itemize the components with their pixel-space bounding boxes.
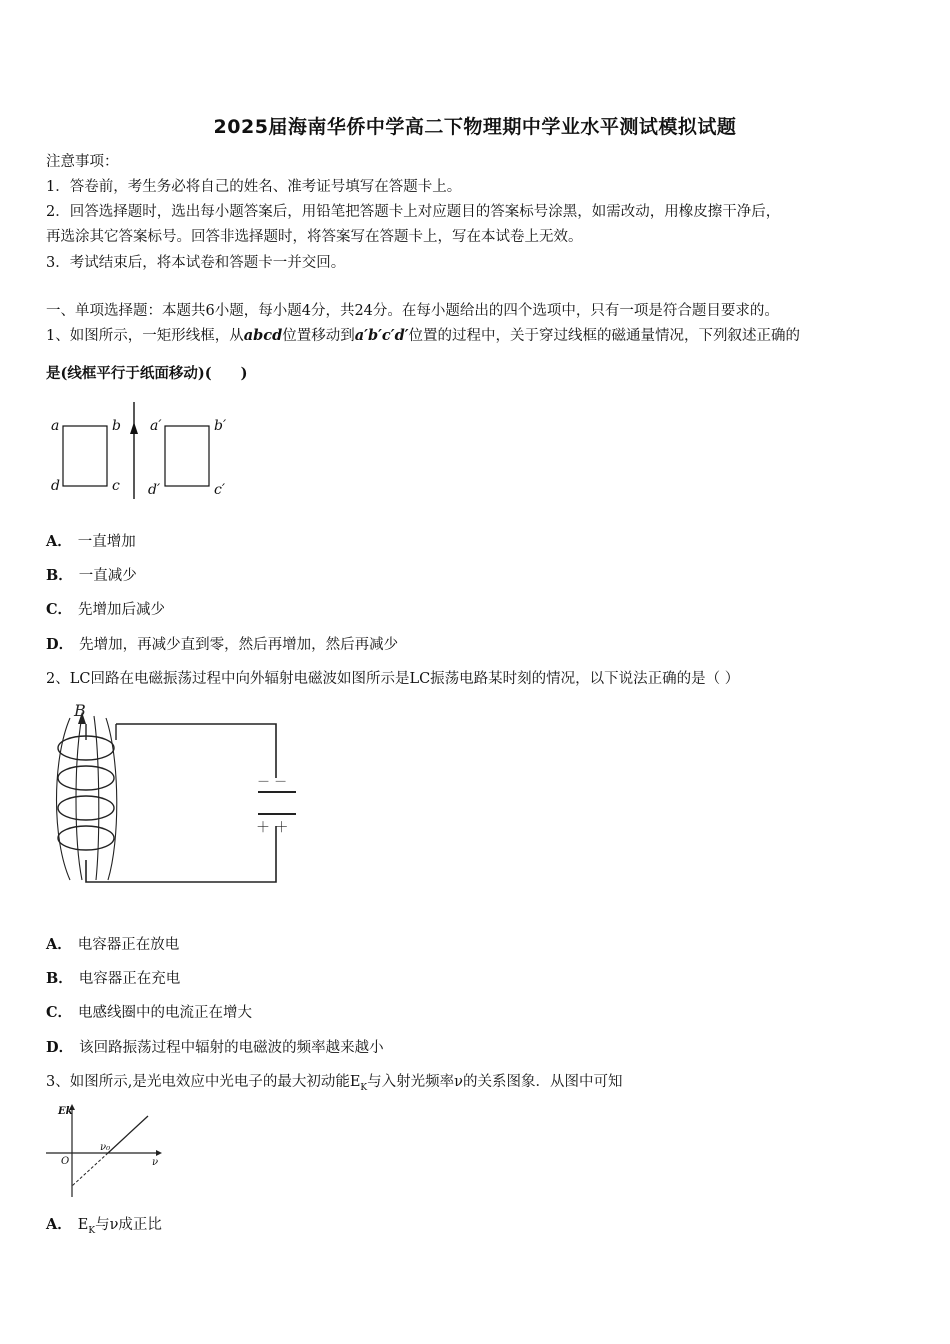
q1-option-c-letter: C．	[46, 601, 73, 618]
q2-top-plate-charge: － －	[257, 775, 288, 790]
q2-option-d-text: 该回路振荡过程中辐射的电磁波的频率越来越小	[79, 1040, 384, 1056]
q3-origin-label: O	[61, 1156, 70, 1167]
q1-label-c: c	[112, 478, 120, 494]
q2-option-b-letter: B．	[46, 970, 73, 987]
q3-stem-sub: K	[360, 1082, 368, 1093]
notice-heading: 注意事项：	[46, 154, 119, 170]
q3-option-a-text-suffix: 与ν成正比	[95, 1217, 162, 1233]
q1-label-c-prime: c′	[214, 482, 226, 498]
notice-item-2-cont: 再选涂其它答案标号。回答非选择题时，将答案写在答题卡上，写在本试卷上无效。	[46, 229, 583, 245]
q1-option-b-letter: B．	[46, 567, 73, 584]
q1-label-a-prime: a′	[150, 418, 162, 434]
q3-option-a-text-sub: K	[88, 1225, 96, 1236]
q1-option-c-text: 先增加后减少	[78, 602, 166, 618]
page-title: 2025届海南华侨中学高二下物理期中学业水平测试模拟试题	[213, 116, 737, 138]
q1-stem-suffix: 位置的过程中，关于穿过线框的磁通量情况，下列叙述正确的	[408, 328, 801, 344]
q1-label-d-prime: d′	[148, 482, 161, 498]
q3-figure	[44, 1102, 174, 1202]
q1-stem	[46, 326, 800, 346]
q3-x-axis-arrow-icon	[156, 1150, 162, 1156]
notice-item-2: 2．回答选择题时，选出每小题答案后，用铅笔把答题卡上对应题目的答案标号涂黑，如需改动，用橡皮擦干净后，	[46, 204, 781, 220]
q1-stem-line2: 是(线框平行于纸面移动)( )	[46, 365, 248, 382]
q2-option-b-text: 电容器正在充电	[78, 971, 181, 987]
q3-option-a[interactable]	[46, 1215, 162, 1241]
q2-coil	[58, 736, 114, 850]
q3-stem-suffix: 与入射光频率ν的关系图象．从图中可知	[367, 1074, 623, 1090]
q1-option-a[interactable]	[46, 532, 136, 552]
q2-option-a[interactable]	[46, 935, 179, 955]
q2-stem: 2、LC回路在电磁振荡过程中向外辐射电磁波如图所示是LC振荡电路某时刻的情况，以下说法正确的是（ ）	[46, 671, 740, 687]
q3-ek-extension	[72, 1153, 108, 1186]
q1-stem-mid: 位置移动到	[282, 328, 355, 344]
q1-option-d-letter: D．	[46, 636, 74, 653]
q1-frame-abcd	[63, 426, 107, 486]
q1-option-a-letter: A．	[46, 533, 72, 550]
q1-option-a-text: 一直增加	[77, 534, 136, 550]
notice-item-1: 1．答卷前，考生务必将自己的姓名、准考证号填写在答题卡上。	[46, 179, 462, 195]
q2-option-b[interactable]	[46, 969, 180, 989]
q3-stem	[46, 1072, 622, 1098]
q1-figure	[46, 396, 246, 506]
q1-option-c[interactable]	[46, 600, 165, 620]
q3-y-label: Ek	[58, 1106, 73, 1117]
q1-label-d: d	[51, 478, 60, 494]
q1-stem-abcd: abcd	[243, 327, 283, 344]
q3-option-a-text-prefix: E	[77, 1217, 89, 1233]
section-heading: 一、单项选择题：本题共6小题，每小题4分，共24分。在每小题给出的四个选项中，只有一项是符合题目要求的。	[46, 303, 779, 319]
q2-option-a-text: 电容器正在放电	[77, 937, 180, 953]
q1-current-arrow-icon	[130, 422, 138, 434]
q1-label-a: a	[51, 418, 60, 434]
q1-option-b-text: 一直减少	[78, 568, 137, 584]
q2-option-c-text: 电感线圈中的电流正在增大	[78, 1005, 253, 1021]
q1-stem-primed: a′b′c′d′	[354, 327, 409, 344]
q2-bottom-plate-charge: ＋ ＋	[256, 820, 289, 836]
q2-option-d[interactable]	[46, 1038, 384, 1058]
notice-item-3: 3．考试结束后，将本试卷和答题卡一并交回。	[46, 255, 346, 271]
q1-frame-primed	[165, 426, 209, 486]
q1-option-d[interactable]	[46, 635, 398, 655]
q1-label-b: b	[112, 418, 121, 434]
q1-option-d-text: 先增加，再减少直到零，然后再增加，然后再减少	[79, 637, 399, 653]
q1-stem-prefix: 1、如图所示，一矩形线框，从	[46, 328, 244, 344]
q2-figure	[44, 700, 304, 890]
q3-ek-line	[108, 1116, 148, 1153]
q1-label-b-prime: b′	[214, 418, 227, 434]
q3-option-a-letter: A．	[46, 1216, 72, 1233]
q3-cutoff-label: ν₀	[100, 1142, 111, 1153]
q1-option-b[interactable]	[46, 566, 137, 586]
q2-option-c[interactable]	[46, 1003, 252, 1023]
q2-option-d-letter: D．	[46, 1039, 74, 1056]
q3-x-label: ν	[152, 1157, 159, 1168]
q2-option-a-letter: A．	[46, 936, 72, 953]
q2-option-c-letter: C．	[46, 1004, 73, 1021]
q3-stem-prefix: 3、如图所示,是光电效应中光电子的最大初动能E	[46, 1074, 361, 1090]
q2-field-label: B	[74, 701, 86, 720]
